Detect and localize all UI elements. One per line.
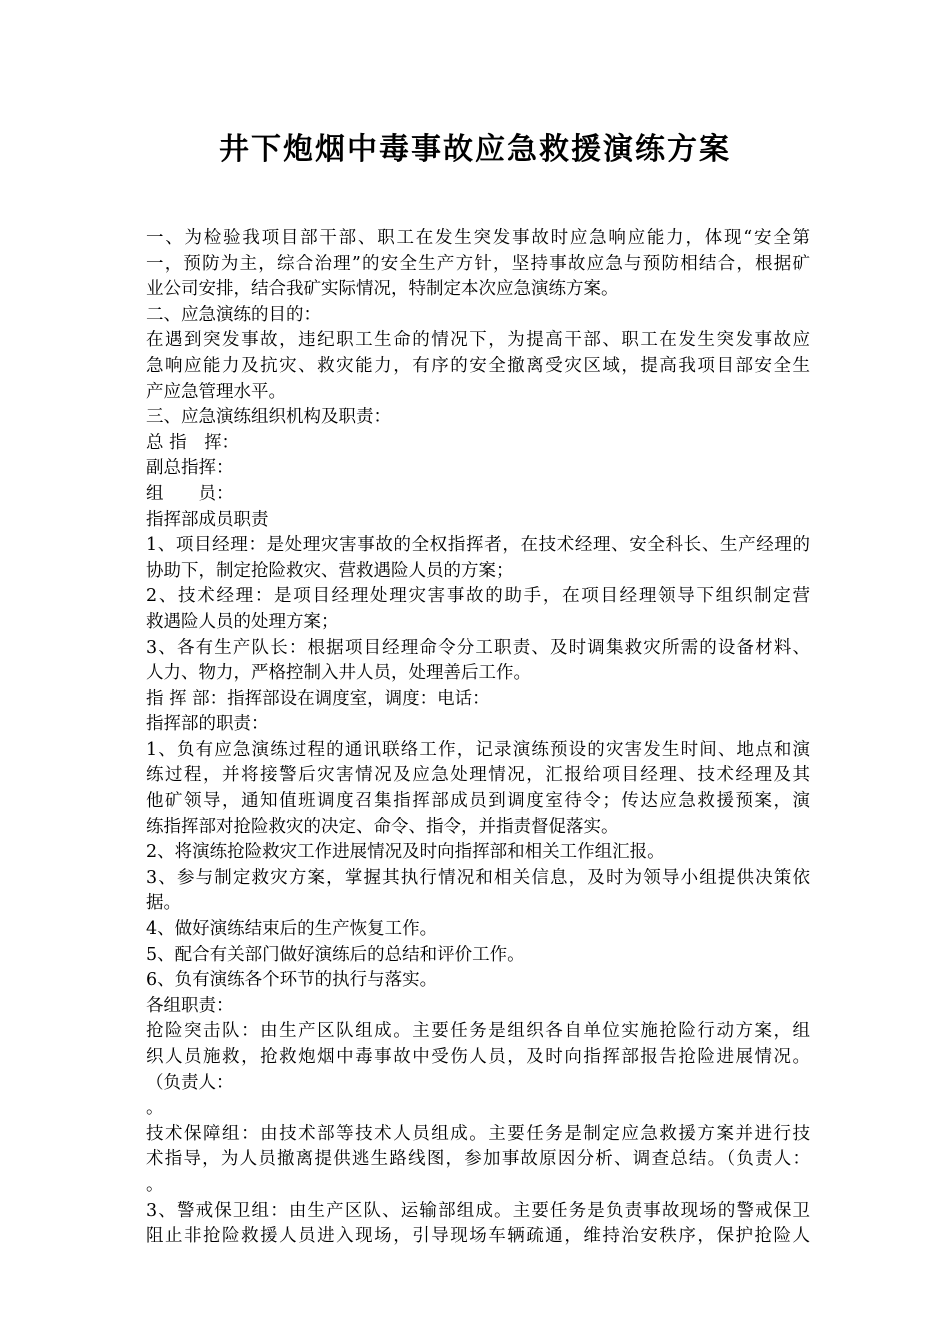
- body-line: 5、配合有关部门做好演练后的总结和评价工作。: [146, 944, 525, 965]
- document-body: [146, 226, 810, 1250]
- body-line: 协助下，制定抢险救灾、营救遇险人员的方案；: [146, 560, 514, 581]
- body-line: 一、为检验我项目部干部、职工在发生突发事故时应急响应能力，体现“安全第: [146, 228, 810, 248]
- body-line: 指 挥 部：指挥部设在调度室，调度：电话：: [146, 688, 490, 709]
- body-line: 技术保障组：由技术部等技术人员组成。主要任务是制定应急救援方案并进行技: [146, 1123, 810, 1144]
- body-line: 一，预防为主，综合治理”的安全生产方针，坚持事故应急与预防相结合，根据矿: [146, 253, 810, 274]
- body-line: 在遇到突发事故，违纪职工生命的情况下，为提高干部、职工在发生突发事故应: [146, 330, 810, 351]
- body-line: 1、项目经理：是处理灾害事故的全权指挥者，在技术经理、安全科长、生产经理的: [146, 535, 810, 556]
- body-line: 。: [146, 1098, 164, 1119]
- body-line: 2、将演练抢险救灾工作进展情况及时向指挥部和相关工作组汇报。: [146, 842, 665, 863]
- body-line: 抢险突击队：由生产区队组成。主要任务是组织各自单位实施抢险行动方案，组: [146, 1021, 810, 1042]
- body-line: 术指导，为人员撤离提供逃生路线图，参加事故原因分析、调查总结。（负责人：: [146, 1149, 810, 1170]
- body-line: 4、做好演练结束后的生产恢复工作。: [146, 919, 438, 940]
- body-line: 产应急管理水平。: [146, 381, 286, 402]
- body-line: 练过程，并将接警后灾害情况及应急处理情况，汇报给项目经理、技术经理及其: [146, 765, 810, 786]
- body-line: 据。: [146, 893, 181, 914]
- body-line: （负责人：: [146, 1072, 234, 1093]
- body-line: 1、负有应急演练过程的通讯联络工作，记录演练预设的灾害发生时间、地点和演: [146, 739, 810, 760]
- body-line: 织人员施救，抢救炮烟中毒事故中受伤人员，及时向指挥部报告抢险进展情况。: [146, 1047, 810, 1067]
- body-line: 6、负有演练各个环节的执行与落实。: [146, 970, 438, 991]
- body-line: 。: [146, 1174, 164, 1195]
- body-line: 练指挥部对抢险救灾的决定、命令、指令，并指责督促落实。: [146, 816, 619, 837]
- body-line: 人力、物力，严格控制入井人员，处理善后工作。: [146, 663, 531, 684]
- body-line: 总 指 挥：: [146, 432, 240, 453]
- body-line: 救遇险人员的处理方案；: [146, 611, 339, 632]
- body-line: 指挥部的职责：: [146, 714, 269, 735]
- body-line: 他矿领导，通知值班调度召集指挥部成员到调度室待令；传达应急救援预案，演: [146, 791, 810, 812]
- body-line: 三、应急演练组织机构及职责：: [146, 407, 391, 428]
- body-line: 业公司安排，结合我矿实际情况，特制定本次应急演练方案。: [146, 279, 619, 300]
- body-line: 各组职责：: [146, 995, 234, 1016]
- body-line: 阻止非抢险救援人员进入现场，引导现场车辆疏通，维持治安秩序，保护抢险人: [146, 1226, 810, 1247]
- body-line: 2、技术经理：是项目经理处理灾害事故的助手，在项目经理领导下组织制定营: [146, 586, 810, 607]
- body-line: 二、应急演练的目的：: [146, 304, 321, 325]
- body-line: 3、警戒保卫组：由生产区队、运输部组成。主要任务是负责事故现场的警戒保卫: [146, 1200, 810, 1221]
- body-line: 指挥部成员职责: [146, 509, 269, 530]
- body-line: 组 员：: [146, 483, 234, 504]
- body-line: 3、各有生产队长：根据项目经理命令分工职责、及时调集救灾所需的设备材料、: [146, 637, 810, 658]
- body-line: 急响应能力及抗灾、救灾能力，有序的安全撤离受灾区域，提高我项目部安全生: [146, 355, 810, 376]
- body-line: 副总指挥：: [146, 458, 234, 479]
- document-title: 井下炮烟中毒事故应急救援演练方案: [219, 132, 731, 167]
- body-line: 3、参与制定救灾方案，掌握其执行情况和相关信息，及时为领导小组提供决策依: [146, 867, 810, 888]
